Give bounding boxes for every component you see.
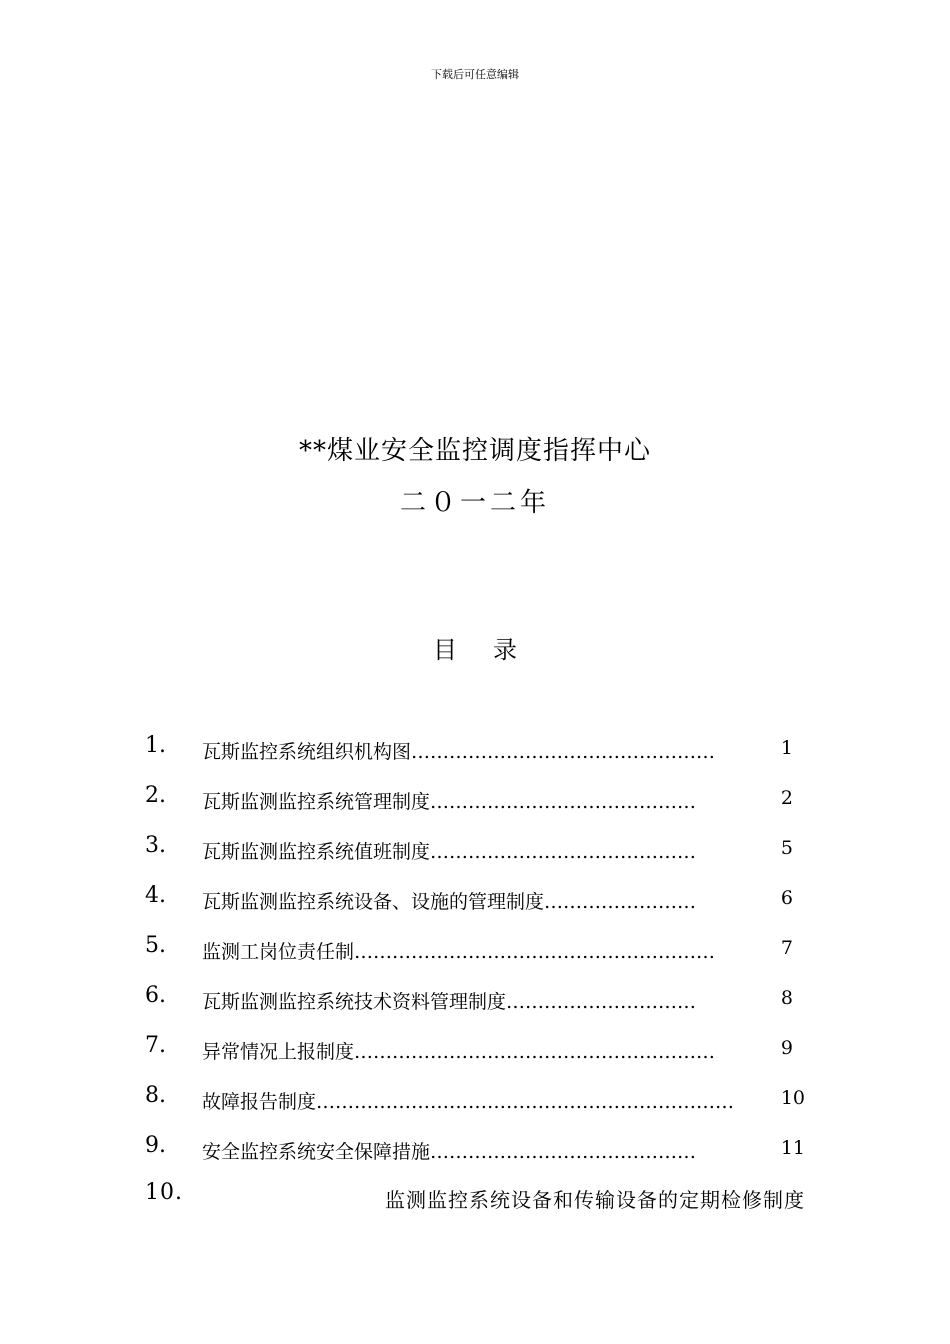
toc-item — [145, 1033, 805, 1063]
toc-item-title: 安全监控系统安全保障措施…………………………………… — [202, 1141, 697, 1163]
toc-item-title: 瓦斯监测监控系统值班制度…………………………………… — [202, 841, 697, 863]
toc-item — [145, 733, 805, 763]
toc-item-title: 监测监控系统设备和传输设备的定期检修制度 — [385, 1188, 805, 1212]
toc-item-number: 4. — [145, 883, 166, 908]
toc-heading-left: 目 — [433, 636, 457, 664]
toc-item-page: 8 — [780, 987, 793, 1009]
toc-item-title: 监测工岗位责任制………………………………………………… — [202, 941, 716, 963]
toc-item-title: 瓦斯监测监控系统技术资料管理制度………………………… — [202, 991, 697, 1013]
toc-item — [145, 1133, 805, 1163]
toc-item-page: 5 — [780, 837, 793, 859]
toc-item-number: 3. — [145, 833, 166, 858]
toc-item-number: 2. — [145, 783, 166, 808]
toc-item-page: 10 — [780, 1087, 805, 1109]
toc-item — [145, 1083, 805, 1113]
toc-item-number: 1. — [145, 733, 166, 758]
toc-item-page: 9 — [780, 1037, 793, 1059]
toc-item-page: 2 — [780, 787, 793, 809]
toc-item-page: 1 — [780, 737, 793, 759]
toc-item-number: 7. — [145, 1033, 166, 1058]
toc-heading — [0, 630, 950, 665]
toc-item-number: 10. — [145, 1180, 183, 1205]
toc-item-number: 6. — [145, 983, 166, 1008]
toc-item-number: 5. — [145, 933, 166, 958]
toc-item-title: 瓦斯监测监控系统设备、设施的管理制度…………………… — [202, 891, 697, 913]
toc-item — [145, 883, 805, 913]
year-title: 二０一二年 — [399, 488, 550, 518]
toc-item — [145, 783, 805, 813]
toc-item-number: 8. — [145, 1083, 166, 1108]
toc-item-title: 异常情况上报制度………………………………………………… — [202, 1041, 716, 1063]
toc-item-number: 9. — [145, 1133, 166, 1158]
toc-item — [145, 933, 805, 963]
toc-item-title: 瓦斯监测监控系统管理制度…………………………………… — [202, 791, 697, 813]
toc-item-page: 6 — [780, 887, 793, 909]
org-title: **煤业安全监控调度指挥中心 — [298, 436, 651, 466]
toc-item-title: 故障报告制度………………………………………………………… — [202, 1091, 735, 1113]
toc-item — [145, 983, 805, 1013]
toc-heading-right: 录 — [493, 636, 517, 664]
header-note: 下载后可任意编辑 — [431, 68, 519, 81]
toc-item-page: 7 — [780, 937, 793, 959]
toc-item-title: 瓦斯监控系统组织机构图………………………………………… — [202, 741, 716, 763]
toc-item — [145, 833, 805, 863]
toc-item-page: 11 — [780, 1137, 805, 1159]
